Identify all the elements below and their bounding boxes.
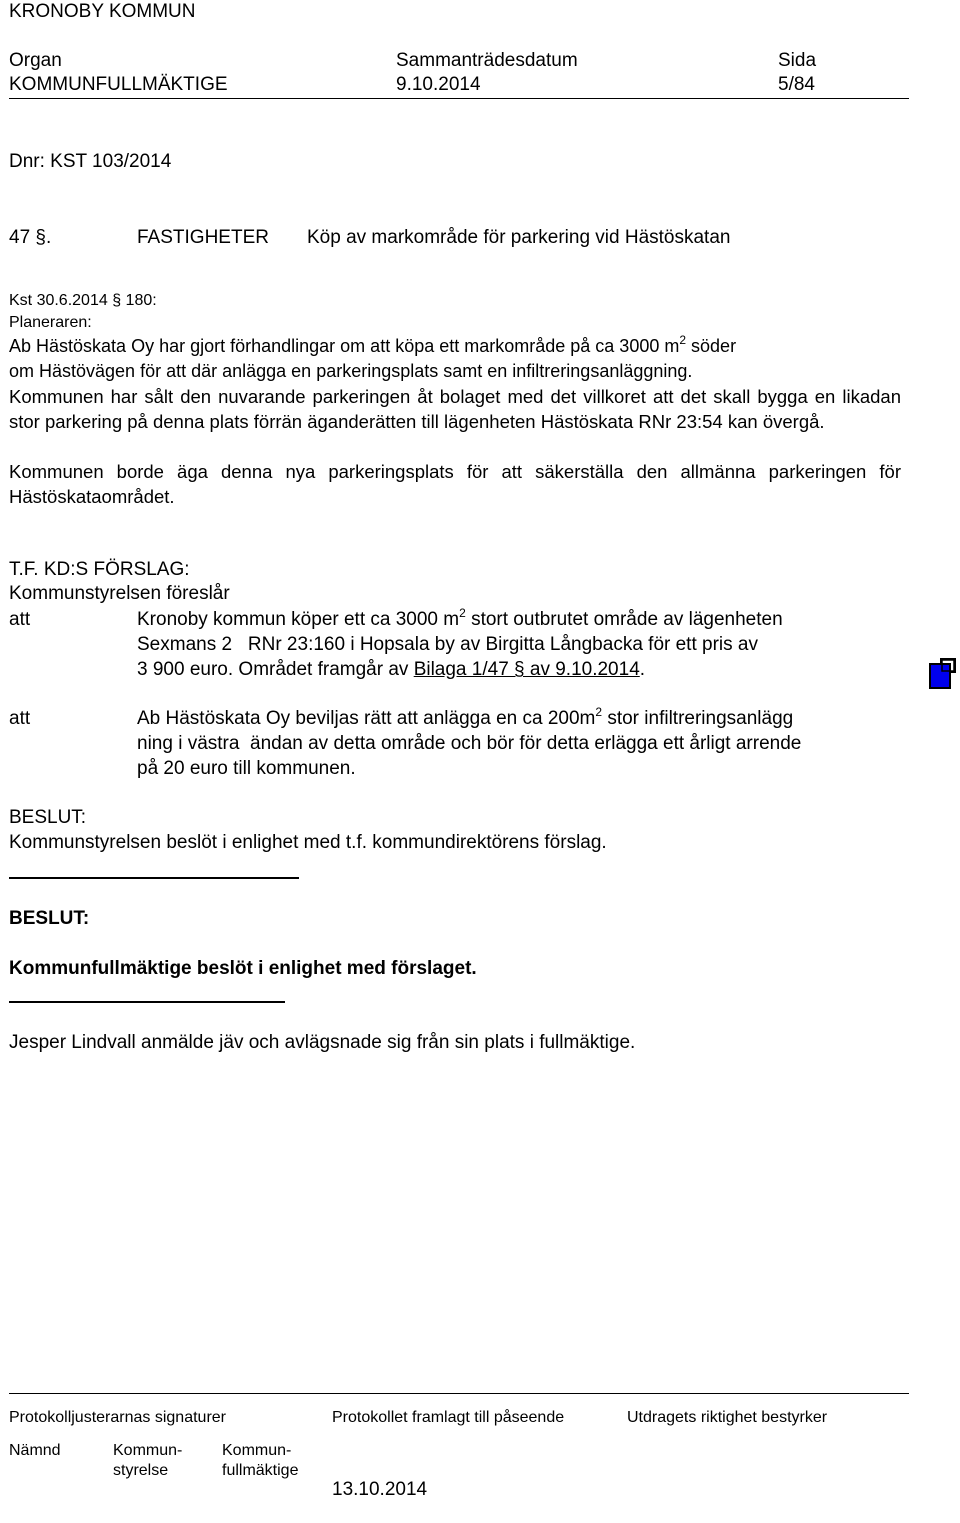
proposal-item-1-label: att [9,609,31,630]
paragraph-1-text-end: söder [686,336,737,356]
paragraph-3: Kommunen borde äga denna nya parkeringsplats för att säkerställa den allmänna parkeringen för Hästöskataområdet. [9,461,901,507]
case-title: Köp av markområde för parkering vid Hästöskatan [307,227,731,248]
proposal-item-2-line-1 [137,707,793,731]
footer-posted-heading: Protokollet framlagt till påseende [332,1409,565,1426]
ks-decision-heading: BESLUT: [9,807,87,828]
date-label: Sammanträdesdatum [396,50,578,71]
proposal-heading: T.F. KD:S FÖRSLAG: [9,559,190,580]
note-icon[interactable] [928,658,958,690]
recusal-note: Jesper Lindvall anmälde jäv och avlägsnade sig från sin plats i fullmäktige. [9,1032,636,1053]
footer-posted-date: 13.10.2014 [332,1479,428,1500]
organ-value: KOMMUNFULLMÄKTIGE [9,74,228,95]
separator-line [9,877,299,879]
case-category: FASTIGHETER [137,227,269,248]
section-mark: §. [35,227,52,248]
proposal-item-1-line-1 [137,608,783,632]
proposal-item-1-text-end: stort outbrutet område av lägenheten [465,609,783,630]
page-number: 5/84 [778,74,815,95]
square-meter-superscript: 2 [595,705,603,719]
square-meter-superscript: 2 [679,333,687,347]
proposal-item-2-text-end: stor infiltreringsanlägg [602,708,794,729]
footer-kf-label-2: fullmäktige [222,1462,299,1479]
proposal-item-2-line-3: på 20 euro till kommunen. [137,758,356,779]
proposal-item-1-text-3: 3 900 euro. Området framgår av [137,659,414,680]
paragraph-2: Kommunen har sålt den nuvarande parkeringen åt bolaget med det villkoret att det skall bygga en likadan stor parkering på denna plats förrän äganderätten till lägenheten Hästöskata RNr 23:54 kan övergå. [9,386,901,432]
kst-reference: Kst 30.6.2014 § 180: [9,292,157,309]
page-label: Sida [778,50,817,71]
footer-signatures-heading: Protokolljusterarnas signaturer [9,1409,226,1426]
kf-decision-text: Kommunfullmäktige beslöt i enlighet med förslaget. [9,958,477,979]
attachment-link[interactable]: Bilaga 1/47 § av 9.10.2014 [413,659,640,680]
footer-ks-label-2: styrelse [113,1462,169,1479]
municipality-name: KRONOBY KOMMUN [9,1,196,22]
square-meter-superscript: 2 [459,606,466,620]
kst-section: 180: [125,292,157,309]
kf-decision-heading: BESLUT: [9,908,90,929]
footer-certified-heading: Utdragets riktighet bestyrker [627,1409,828,1426]
footer-ks-label-1: Kommun- [113,1442,183,1459]
organ-label: Organ [9,50,62,71]
paragraph-1-text: Ab Hästöskata Oy har gjort förhandlingar om att köpa ett markområde på ca 3000 m [9,336,680,356]
section-number-value: 47 [9,227,31,248]
separator-line-2 [9,1001,285,1003]
proposal-item-2-label: att [9,708,31,729]
header-divider [9,98,909,99]
proposal-item-1-line-2: Sexmans 2 RNr 23:160 i Hopsala by av Birgitta Långbacka för ett pris av [137,634,758,655]
planner-label: Planeraren: [9,314,92,331]
footer-namnd-label: Nämnd [9,1442,61,1459]
paragraph-1-line-2: om Hästövägen för att där anlägga en parkeringsplats samt en infiltreringsanläggning. [9,361,693,381]
kst-date: Kst 30.6.2014 [9,292,108,309]
proposal-item-2-text: Ab Hästöskata Oy beviljas rätt att anlägga en ca 200m [137,708,596,729]
footer-divider [9,1393,909,1394]
date-value: 9.10.2014 [396,74,481,95]
diary-number: Dnr: KST 103/2014 [9,151,172,172]
ks-decision-text: Kommunstyrelsen beslöt i enlighet med t.f. kommundirektörens förslag. [9,832,607,853]
paragraph-1-line-1 [9,334,736,359]
footer-kf-label-1: Kommun- [222,1442,292,1459]
proposal-item-1-text: Kronoby kommun köper ett ca 3000 m [137,609,460,630]
proposal-intro: Kommunstyrelsen föreslår [9,583,230,604]
proposal-item-1-line-3 [137,658,645,682]
proposal-item-1-period: . [639,659,646,680]
proposal-item-2-line-2: ning i västra ändan av detta område och bör för detta erlägga ett årligt arrende [137,733,802,754]
section-number [9,226,51,250]
